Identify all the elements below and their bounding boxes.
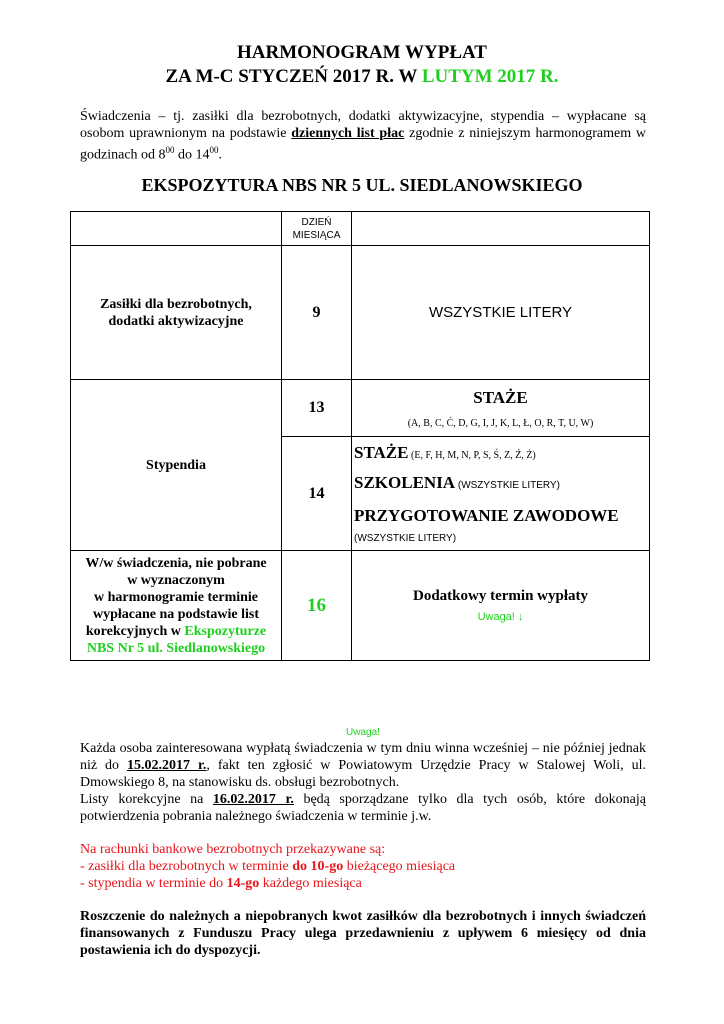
category-zasilki	[71, 246, 282, 380]
staze-letters-13: (A, B, C, Ć, D, G, I, J, K, L, Ł, O, R, T, U, W)	[407, 417, 594, 429]
day-16: 16	[282, 551, 352, 661]
category-korekcyjne-line5-black: korekcyjnych w	[85, 623, 185, 639]
szkolenia-note: (WSZYSTKIE LITERY)	[455, 479, 560, 491]
desc-staze-13	[352, 380, 650, 437]
section-title: EKSPOZYTURA NBS NR 5 UL. SIEDLANOWSKIEGO	[141, 175, 583, 195]
szkolenia-label: SZKOLENIA	[354, 472, 456, 492]
intro-paragraph	[80, 108, 646, 164]
desc-day-14	[352, 437, 650, 551]
day-14: 14	[282, 437, 352, 551]
notes-p1-text-b: , fakt ten zgłosić w Powiatowym Urzędzie Pracy w Stalowej Woli, ul. Dmowskiego 8, na stanowisku ds. obsługi bezrobotnych.	[80, 758, 646, 790]
doc-title-line1: HARMONOGRAM WYPŁAT	[237, 42, 487, 63]
category-korekcyjne-line6: NBS Nr 5 ul. Siedlanowskiego	[86, 640, 266, 656]
category-korekcyjne-line5-green: Ekspozyturze	[184, 623, 267, 639]
notes-gap-1	[80, 825, 646, 841]
table-header-row	[71, 212, 650, 246]
table-row-stypendia-13	[71, 380, 650, 437]
bank-line-2-a: - stypendia w terminie do	[80, 876, 227, 891]
desc-all-letters: WSZYSTKIE LITERY	[352, 246, 650, 380]
bank-line-2	[80, 875, 646, 892]
bank-line-1-b: do 10-go	[292, 859, 344, 874]
bank-intro: Na rachunki bankowe bezrobotnych przekazywane są:	[80, 842, 386, 857]
intro-text-4: .	[218, 147, 223, 163]
notes-p2-text-a: Listy korekcyjne na	[80, 792, 213, 807]
final-paragraph: Roszczenie do należnych a niepobranych kwot zasiłków dla bezrobotnych i innych świadczeń finansowanych z Funduszu Pracy ulega przedawnieniu z upływem 6 miesięcy od dnia postawienia ich do dyspozycji.	[80, 909, 646, 958]
bank-line-1-c: bieżącego miesiąca	[343, 859, 456, 874]
intro-text-3: do 14	[174, 147, 210, 163]
przygotowanie-label: PRZYGOTOWANIE ZAWODOWE	[354, 505, 619, 525]
bank-line-2-c: każdego miesiąca	[259, 876, 362, 891]
bank-line-1-a: - zasiłki dla bezrobotnych w terminie	[80, 859, 293, 874]
doc-title-line2	[0, 66, 724, 88]
category-korekcyjne-line4: wypłacane na podstawie list	[92, 606, 260, 622]
notes-paragraph-1	[80, 740, 646, 791]
desc-extra-term	[352, 551, 650, 661]
notes-p1-text-a: Każda osoba zainteresowana wypłatą świadczenia w tym dniu winna wcześniej – nie później jednak niż do	[80, 741, 646, 773]
category-zasilki-line2: dodatki aktywizacyjne	[108, 313, 244, 329]
category-stypendia: Stypendia	[71, 380, 282, 551]
day-13: 13	[282, 380, 352, 437]
category-zasilki-line1: Zasiłki dla bezrobotnych,	[100, 296, 252, 312]
header-day-line1: DZIEŃ	[301, 216, 332, 228]
table-row-zasilki	[71, 246, 650, 380]
header-empty-cell-2	[352, 212, 650, 246]
intro-underlined: dziennych list płac	[291, 126, 405, 141]
notes-gap-2	[80, 892, 646, 908]
notes-p2-text-b: będą sporządzane tylko dla tych osób, które dokonają potwierdzenia pobrania należnego świadczenia w terminie j.w.	[80, 792, 646, 824]
category-korekcyjne-line5	[71, 623, 281, 640]
notes-p2-date: 16.02.2017 r.	[212, 792, 294, 807]
staze-label-14: STAŻE	[354, 442, 409, 462]
intro-sup-2: 00	[209, 145, 219, 155]
bank-line-2-b: 14-go	[226, 876, 260, 891]
header-day-cell	[282, 212, 352, 246]
staze-label-13: STAŻE	[473, 387, 528, 407]
notes-uwaga: Uwaga!	[346, 727, 380, 738]
doc-title-month: ZA M-C STYCZEŃ 2017 R. W	[165, 66, 422, 87]
category-korekcyjne	[71, 551, 282, 661]
szkolenia-line	[354, 468, 649, 501]
table-row-korekcyjne	[71, 551, 650, 661]
intro-text-2: zgodnie z niniejszym harmonogramem w godzinach od 8	[80, 126, 646, 163]
bank-line-1	[80, 858, 646, 875]
extra-term-note: Uwaga! ↓	[477, 611, 524, 623]
przygotowanie-note: (WSZYSTKIE LITERY)	[354, 532, 457, 544]
category-korekcyjne-line1: W/w świadczenia, nie pobrane	[85, 555, 267, 571]
notes-section	[80, 726, 646, 959]
extra-term-label: Dodatkowy termin wypłaty	[413, 588, 588, 604]
staze-line-14	[354, 441, 649, 468]
intro-sup-1: 00	[165, 145, 175, 155]
header-day-line2: MIESIĄCA	[292, 229, 341, 241]
category-korekcyjne-line3: w harmonogramie terminie	[93, 589, 259, 605]
notes-p1-date: 15.02.2017 r.	[127, 758, 207, 773]
schedule-table	[70, 211, 650, 661]
staze-letters-14: (E, F, H, M, N, P, S, Ś, Z, Ź, Ż)	[408, 449, 536, 461]
day-9: 9	[282, 246, 352, 380]
header-empty-cell	[71, 212, 282, 246]
intro-text-1: Świadczenia – tj. zasiłki dla bezrobotnych, dodatki aktywizacyjne, stypendia – wypłacane są osobom uprawnionym na podstawie	[80, 109, 646, 141]
doc-title-payout-month: LUTYM 2017 R.	[421, 66, 559, 87]
notes-paragraph-2	[80, 791, 646, 825]
category-korekcyjne-line2: w wyznaczonym	[127, 572, 225, 588]
